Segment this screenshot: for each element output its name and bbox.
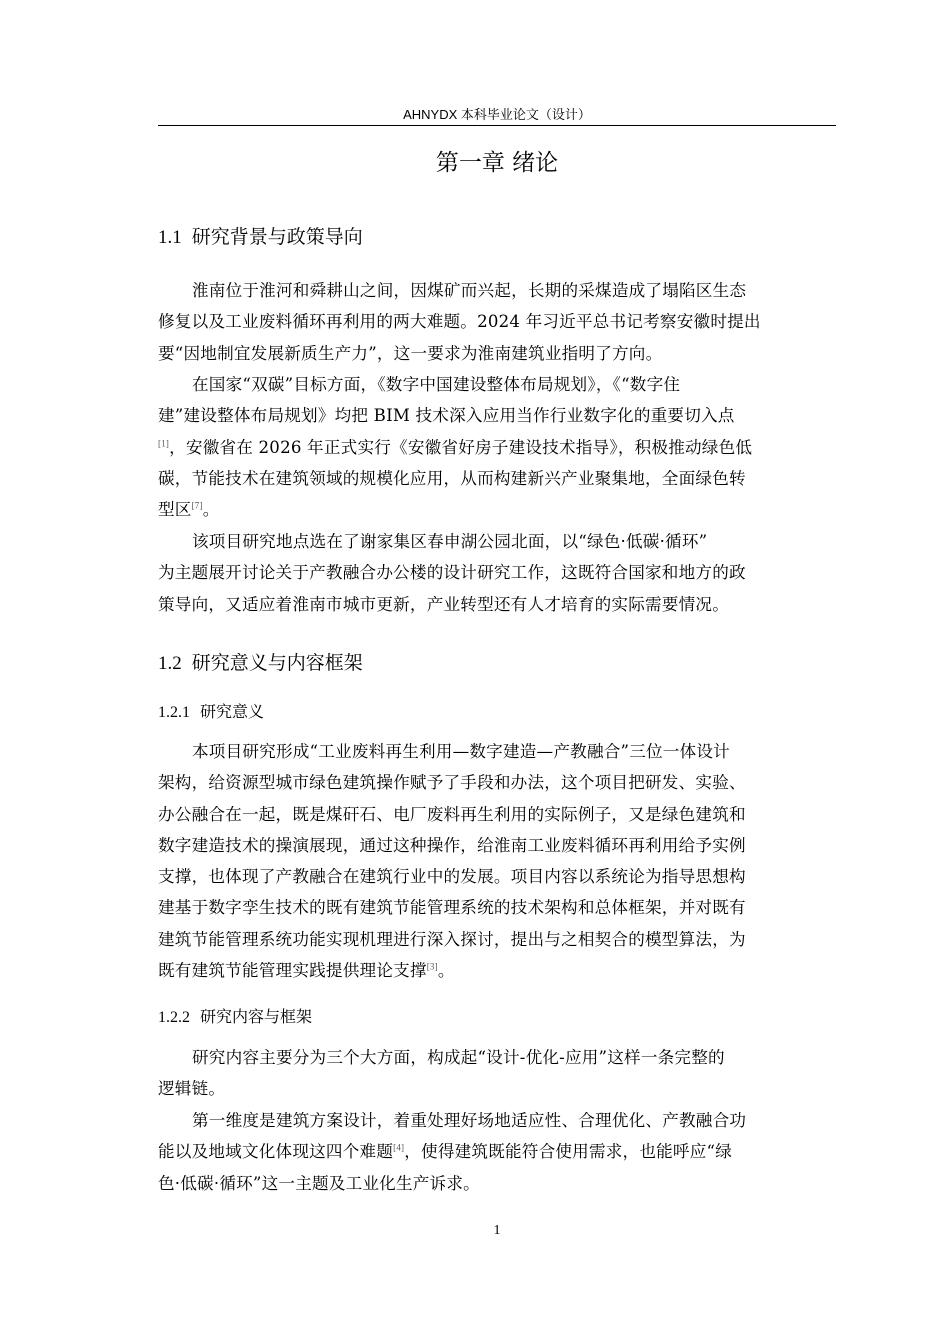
citation-ref: [4] [393,1142,405,1153]
paragraph-line: 研究内容主要分为三个大方面，构成起“设计-优化-应用”这样一条完整的 [192,1048,725,1067]
line-text: ，使得建筑既能符合使用需求，也能呼应“绿 [404,1142,732,1162]
paragraph-line: 色·低碳·循环”这一主题及工业化生产诉求。 [158,1173,480,1193]
running-header: AHNYDX 本科毕业论文（设计） [403,107,591,122]
paragraph-line: 逻辑链。 [158,1079,226,1099]
paragraph-line: 建筑节能管理系统功能实现机理进行深入探讨，提出与之相契合的模型算法，为 [158,929,746,949]
paragraph-line: 数字建造技术的操演展现，通过这种操作，给淮南工业废料循环再利用给予实例 [158,835,746,855]
subsection-heading-1-2-2 [158,1006,312,1029]
paragraph-line: 要“因地制宜发展新质生产力”，这一要求为淮南建筑业指明了方向。 [158,343,663,363]
paragraph-line: 为主题展开讨论关于产教融合办公楼的设计研究工作，这既符合国家和地方的政 [158,563,746,583]
line-text: 。 [202,500,220,520]
header-rule [158,125,836,126]
subsection-number: 1.2.2 [158,1009,190,1026]
subsection-title: 研究意义 [200,702,265,721]
section-heading-1-1 [158,224,363,251]
paragraph-line: 本项目研究形成“工业废料再生利用—数字建造—产教融合”三位一体设计 [192,742,730,761]
paragraph-line: 淮南位于淮河和舜耕山之间，因煤矿而兴起，长期的采煤造成了塌陷区生态 [192,281,747,300]
paragraph-line [158,955,836,986]
paragraph-6 [158,1105,836,1199]
paragraph-line [158,432,836,463]
citation-ref: [7] [191,500,203,511]
paragraph-line [158,494,836,525]
subsection-title: 研究内容与框架 [200,1007,313,1026]
line-text: 既有建筑节能管理实践提供理论支撑 [158,961,427,981]
section-title: 研究背景与政策导向 [191,226,363,248]
citation-ref: [1] [158,438,170,449]
paragraph-line: 碳，节能技术在建筑领域的规模化应用，从而构建新兴产业聚集地，全面绿色转 [158,468,746,488]
paragraph-line: 建基于数字孪生技术的既有建筑节能管理系统的技术架构和总体框架，并对既有 [158,898,746,918]
citation-ref: [3] [426,961,438,972]
paragraph-line: 办公融合在一起，既是煤矸石、电厂废料再生利用的实际例子，又是绿色建筑和 [158,804,746,824]
paragraph-1 [158,275,836,369]
paragraph-line: 第一维度是建筑方案设计，着重处理好场地适应性、合理优化、产教融合功 [192,1111,747,1130]
paragraph-4 [158,736,836,986]
paragraph-line: 建”建设整体布局规划》均把 BIM 技术深入应用当作行业数字化的重要切入点 [158,406,735,426]
section-title: 研究意义与内容框架 [191,652,363,674]
subsection-heading-1-2-1 [158,701,264,724]
page-number: 1 [493,1223,501,1238]
paragraph-3 [158,526,836,620]
line-text: ，安徽省在 2026 年正式实行《安徽省好房子建设技术指导》，积极推动绿色低 [169,437,753,457]
line-text: 型区 [158,500,192,520]
section-heading-1-2 [158,650,363,677]
line-text: 能以及地域文化体现这四个难题 [158,1142,394,1162]
paragraph-line: 架构，给资源型城市绿色建筑操作赋予了手段和办法，这个项目把研发、实验、 [158,773,746,793]
chapter-title: 第一章 绪论 [435,150,559,176]
line-text: 。 [437,961,455,981]
paragraph-5 [158,1042,836,1105]
paragraph-line: 该项目研究地点选在了谢家集区春申湖公园北面，以“绿色·低碳·循环” [192,532,708,551]
subsection-number: 1.2.1 [158,704,190,721]
section-number: 1.2 [158,653,182,674]
section-number: 1.1 [158,227,182,248]
paragraph-line: 支撑，也体现了产教融合在建筑行业中的发展。项目内容以系统论为指导思想构 [158,867,746,887]
paragraph-2 [158,369,836,525]
paragraph-line: 在国家“双碳”目标方面，《数字中国建设整体布局规划》，《“数字住 [192,375,681,394]
paragraph-line: 策导向，又适应着淮南市城市更新，产业转型还有人才培育的实际需要情况。 [158,594,729,614]
paragraph-line [158,1136,836,1167]
paragraph-line: 修复以及工业废料循环再利用的两大难题。2024 年习近平总书记考察安徽时提出 [158,312,761,332]
